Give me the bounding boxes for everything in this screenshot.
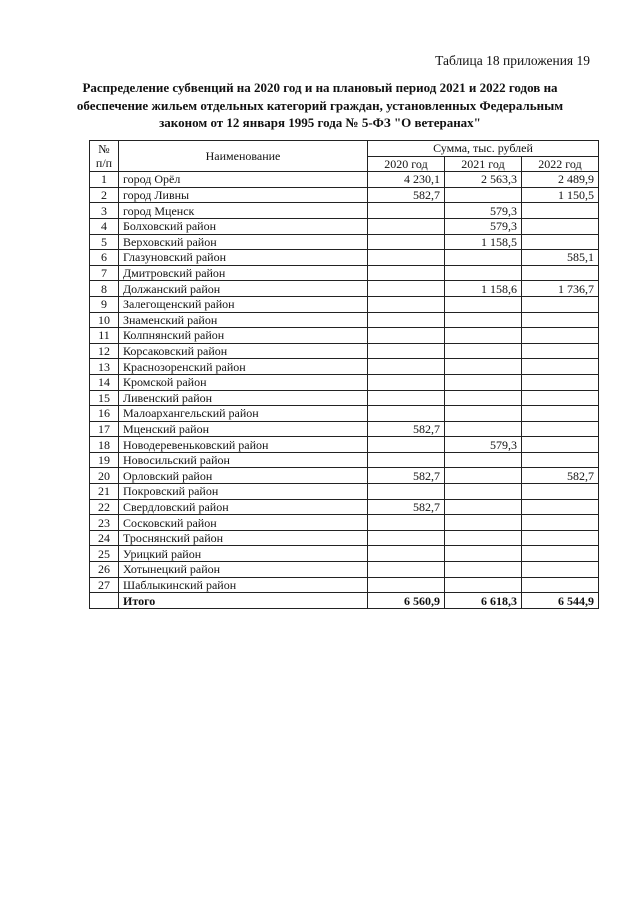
table-row bbox=[90, 515, 599, 531]
row-name: Мценский район bbox=[119, 421, 368, 437]
row-value bbox=[368, 343, 445, 359]
row-value bbox=[445, 421, 522, 437]
row-value bbox=[368, 265, 445, 281]
row-value bbox=[368, 359, 445, 375]
row-name: Ливенский район bbox=[119, 390, 368, 406]
total-value: 6 618,3 bbox=[445, 593, 522, 609]
row-number: 6 bbox=[90, 250, 119, 266]
row-value: 582,7 bbox=[368, 499, 445, 515]
row-number: 27 bbox=[90, 577, 119, 593]
row-value: 2 489,9 bbox=[522, 172, 599, 188]
row-value bbox=[445, 499, 522, 515]
row-value bbox=[522, 234, 599, 250]
row-value bbox=[445, 374, 522, 390]
table-row bbox=[90, 187, 599, 203]
row-value bbox=[445, 515, 522, 531]
header-sum: Сумма, тыс. рублей bbox=[368, 141, 599, 157]
row-value bbox=[368, 296, 445, 312]
row-name: Должанский район bbox=[119, 281, 368, 297]
row-value bbox=[368, 452, 445, 468]
header-year-2022: 2022 год bbox=[522, 156, 599, 172]
row-value bbox=[445, 359, 522, 375]
table-row bbox=[90, 234, 599, 250]
table-row bbox=[90, 484, 599, 500]
row-value bbox=[445, 452, 522, 468]
table-row bbox=[90, 530, 599, 546]
row-value: 579,3 bbox=[445, 218, 522, 234]
appendix-label: Таблица 18 приложения 19 bbox=[435, 53, 590, 68]
row-value bbox=[522, 343, 599, 359]
row-value bbox=[445, 250, 522, 266]
row-number: 24 bbox=[90, 530, 119, 546]
row-value bbox=[368, 484, 445, 500]
row-value bbox=[445, 577, 522, 593]
row-value bbox=[445, 343, 522, 359]
row-value bbox=[522, 577, 599, 593]
row-value bbox=[522, 499, 599, 515]
row-value bbox=[522, 484, 599, 500]
table-row bbox=[90, 265, 599, 281]
row-value bbox=[522, 265, 599, 281]
row-value bbox=[368, 281, 445, 297]
row-name: Глазуновский район bbox=[119, 250, 368, 266]
row-value bbox=[522, 515, 599, 531]
table-row bbox=[90, 328, 599, 344]
row-name: Корсаковский район bbox=[119, 343, 368, 359]
row-value bbox=[522, 328, 599, 344]
row-value bbox=[522, 452, 599, 468]
row-value: 585,1 bbox=[522, 250, 599, 266]
row-value bbox=[368, 250, 445, 266]
table-row bbox=[90, 406, 599, 422]
row-value bbox=[445, 265, 522, 281]
total-label: Итого bbox=[119, 593, 368, 609]
row-number: 18 bbox=[90, 437, 119, 453]
row-number: 11 bbox=[90, 328, 119, 344]
header-number: № п/п bbox=[90, 141, 119, 172]
header-name: Наименование bbox=[119, 141, 368, 172]
table-row bbox=[90, 421, 599, 437]
table-row bbox=[90, 281, 599, 297]
row-value: 579,3 bbox=[445, 203, 522, 219]
row-value bbox=[368, 234, 445, 250]
row-value bbox=[368, 515, 445, 531]
row-name: Покровский район bbox=[119, 484, 368, 500]
row-value bbox=[522, 530, 599, 546]
row-value bbox=[445, 562, 522, 578]
row-value bbox=[522, 203, 599, 219]
row-name: Кромской район bbox=[119, 374, 368, 390]
subsidy-table bbox=[89, 140, 599, 609]
row-value bbox=[368, 328, 445, 344]
row-value bbox=[522, 406, 599, 422]
row-number: 1 bbox=[90, 172, 119, 188]
row-name: Сосковский район bbox=[119, 515, 368, 531]
table-row bbox=[90, 499, 599, 515]
row-number: 15 bbox=[90, 390, 119, 406]
row-number: 26 bbox=[90, 562, 119, 578]
row-number: 22 bbox=[90, 499, 119, 515]
row-name: Троснянский район bbox=[119, 530, 368, 546]
table-row bbox=[90, 296, 599, 312]
total-value: 6 560,9 bbox=[368, 593, 445, 609]
row-name: город Орёл bbox=[119, 172, 368, 188]
row-name: город Мценск bbox=[119, 203, 368, 219]
row-name: Новодеревеньковский район bbox=[119, 437, 368, 453]
row-value bbox=[368, 546, 445, 562]
row-value bbox=[368, 390, 445, 406]
row-value: 2 563,3 bbox=[445, 172, 522, 188]
row-value bbox=[368, 406, 445, 422]
row-value bbox=[445, 546, 522, 562]
row-value: 582,7 bbox=[522, 468, 599, 484]
row-value bbox=[522, 218, 599, 234]
row-number: 10 bbox=[90, 312, 119, 328]
table-row bbox=[90, 250, 599, 266]
row-value: 582,7 bbox=[368, 468, 445, 484]
row-value bbox=[368, 218, 445, 234]
header-year-2020: 2020 год bbox=[368, 156, 445, 172]
table-row bbox=[90, 359, 599, 375]
table-row bbox=[90, 390, 599, 406]
total-value: 6 544,9 bbox=[522, 593, 599, 609]
row-number: 4 bbox=[90, 218, 119, 234]
row-value bbox=[445, 484, 522, 500]
row-value bbox=[445, 406, 522, 422]
row-number: 12 bbox=[90, 343, 119, 359]
row-value bbox=[522, 437, 599, 453]
row-value bbox=[445, 296, 522, 312]
table-row bbox=[90, 562, 599, 578]
row-value bbox=[368, 562, 445, 578]
row-number: 9 bbox=[90, 296, 119, 312]
row-number: 19 bbox=[90, 452, 119, 468]
row-number: 2 bbox=[90, 187, 119, 203]
row-number: 5 bbox=[90, 234, 119, 250]
row-value bbox=[368, 530, 445, 546]
row-value bbox=[445, 530, 522, 546]
row-value: 579,3 bbox=[445, 437, 522, 453]
row-value: 1 158,5 bbox=[445, 234, 522, 250]
row-number: 21 bbox=[90, 484, 119, 500]
row-value bbox=[522, 296, 599, 312]
row-number: 13 bbox=[90, 359, 119, 375]
row-value bbox=[522, 562, 599, 578]
row-value bbox=[522, 312, 599, 328]
row-value bbox=[368, 312, 445, 328]
row-name: Новосильский район bbox=[119, 452, 368, 468]
row-value bbox=[445, 312, 522, 328]
table-row bbox=[90, 452, 599, 468]
table-row bbox=[90, 437, 599, 453]
row-number: 16 bbox=[90, 406, 119, 422]
table-row bbox=[90, 577, 599, 593]
table-row bbox=[90, 468, 599, 484]
row-name: Дмитровский район bbox=[119, 265, 368, 281]
row-name: Орловский район bbox=[119, 468, 368, 484]
table-row bbox=[90, 312, 599, 328]
row-value bbox=[522, 374, 599, 390]
row-number: 7 bbox=[90, 265, 119, 281]
row-number: 3 bbox=[90, 203, 119, 219]
row-value bbox=[445, 328, 522, 344]
row-value: 1 150,5 bbox=[522, 187, 599, 203]
row-number: 23 bbox=[90, 515, 119, 531]
row-name: Знаменский район bbox=[119, 312, 368, 328]
row-value: 582,7 bbox=[368, 187, 445, 203]
row-name: Верховский район bbox=[119, 234, 368, 250]
header-year-2021: 2021 год bbox=[445, 156, 522, 172]
row-value bbox=[368, 577, 445, 593]
row-name: Хотынецкий район bbox=[119, 562, 368, 578]
row-value bbox=[368, 374, 445, 390]
row-name: Краснозоренский район bbox=[119, 359, 368, 375]
row-number: 8 bbox=[90, 281, 119, 297]
row-name: Шаблыкинский район bbox=[119, 577, 368, 593]
table-row bbox=[90, 172, 599, 188]
table-row bbox=[90, 374, 599, 390]
row-value bbox=[368, 203, 445, 219]
table-row bbox=[90, 546, 599, 562]
row-value: 1 158,6 bbox=[445, 281, 522, 297]
row-name: Малоархангельский район bbox=[119, 406, 368, 422]
row-number: 14 bbox=[90, 374, 119, 390]
document-title: Распределение субвенций на 2020 год и на плановый период 2021 и 2022 годов на обеспечение жильем отдельных категорий граждан, установленных Федеральным законом от 12 января 1995 года № 5-ФЗ "О ветеранах" bbox=[76, 80, 564, 130]
row-value bbox=[368, 437, 445, 453]
row-name: Колпнянский район bbox=[119, 328, 368, 344]
row-value bbox=[522, 546, 599, 562]
row-value: 1 736,7 bbox=[522, 281, 599, 297]
row-value: 582,7 bbox=[368, 421, 445, 437]
row-value bbox=[522, 359, 599, 375]
row-value bbox=[445, 468, 522, 484]
row-value bbox=[522, 421, 599, 437]
table-row bbox=[90, 343, 599, 359]
row-value bbox=[445, 390, 522, 406]
row-name: Урицкий район bbox=[119, 546, 368, 562]
total-row bbox=[90, 593, 599, 609]
row-number: 17 bbox=[90, 421, 119, 437]
row-name: город Ливны bbox=[119, 187, 368, 203]
row-name: Болховский район bbox=[119, 218, 368, 234]
row-value bbox=[445, 187, 522, 203]
row-name: Свердловский район bbox=[119, 499, 368, 515]
row-number: 20 bbox=[90, 468, 119, 484]
row-name: Залегощенский район bbox=[119, 296, 368, 312]
table-row bbox=[90, 203, 599, 219]
table-row bbox=[90, 218, 599, 234]
row-value bbox=[522, 390, 599, 406]
row-value: 4 230,1 bbox=[368, 172, 445, 188]
row-number: 25 bbox=[90, 546, 119, 562]
